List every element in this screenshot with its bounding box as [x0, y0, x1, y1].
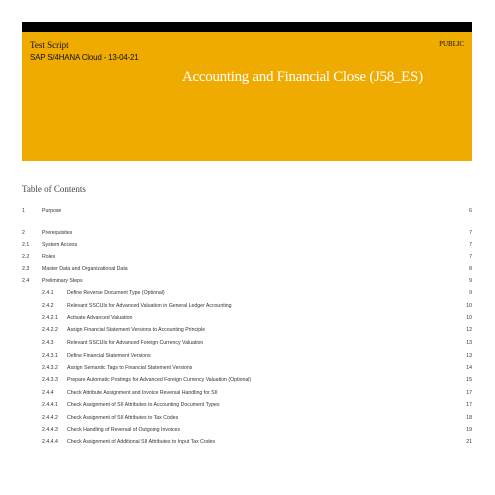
toc-entry-page: 21 — [466, 439, 472, 445]
toc-entry-title: Relevant SSCUIs for Advanced Valuation in General Ledger Accounting — [67, 303, 232, 309]
toc-entry-number: 2.3 — [22, 266, 30, 272]
toc-entry-title: Define Reverse Document Type (Optional) — [67, 290, 165, 296]
toc-entry[interactable] — [22, 266, 472, 278]
toc-heading: Table of Contents — [22, 184, 86, 194]
toc-entry-number: 2.4.4 — [42, 390, 54, 396]
toc-entry[interactable] — [22, 365, 472, 377]
toc-entry-page: 12 — [466, 327, 472, 333]
toc-entry-number: 2.4 — [22, 278, 30, 284]
toc-entry-page: 7 — [469, 254, 472, 260]
toc-entry[interactable] — [22, 315, 472, 327]
toc-entry[interactable] — [22, 208, 472, 220]
toc-entry[interactable] — [22, 377, 472, 389]
toc-entry-number: 2.4.4.2 — [42, 415, 58, 421]
toc-entry-title: Prerequisites — [42, 230, 73, 236]
toc-entry-page: 18 — [466, 415, 472, 421]
toc-entry[interactable] — [22, 340, 472, 352]
toc-entry-page: 10 — [466, 315, 472, 321]
toc-entry-title: Check Assignment of SII Attributes to Tax Codes — [67, 415, 179, 421]
toc-entry[interactable] — [22, 230, 472, 242]
toc-entry-number: 2.4.1 — [42, 290, 54, 296]
toc-entry-page: 9 — [469, 278, 472, 284]
header-black-bar — [22, 22, 472, 32]
toc-entry[interactable] — [22, 427, 472, 439]
toc-entry-number: 1 — [22, 208, 25, 214]
toc-entry-number: 2.4.3 — [42, 340, 54, 346]
toc-entry[interactable] — [22, 278, 472, 290]
toc-entry-title: Check Handling of Reversal of Outgoing Invoices — [67, 427, 181, 433]
toc-entry-page: 10 — [466, 303, 472, 309]
toc-entry[interactable] — [22, 390, 472, 402]
toc-entry-title: Activate Advanced Valuation — [67, 315, 133, 321]
toc-entry-number: 2.4.4.3 — [42, 427, 58, 433]
toc-entry[interactable] — [22, 303, 472, 315]
toc-entry-number: 2.4.2.2 — [42, 327, 58, 333]
toc-entry-page: 7 — [469, 242, 472, 248]
toc-entry-page: 15 — [466, 377, 472, 383]
toc-entry[interactable] — [22, 290, 472, 302]
toc-entry-page: 7 — [469, 230, 472, 236]
toc-entry-title: Assign Semantic Tags to Financial Statement Versions — [67, 365, 193, 371]
toc-entry-title: Master Data and Organizational Data — [42, 266, 128, 272]
toc-entry-number: 2.4.4.1 — [42, 402, 58, 408]
toc-entry-page: 8 — [469, 266, 472, 272]
toc-entry[interactable] — [22, 415, 472, 427]
toc-entry[interactable] — [22, 242, 472, 254]
toc-entry-page: 9 — [469, 290, 472, 296]
toc-entry[interactable] — [22, 327, 472, 339]
toc-entry-page: 19 — [466, 427, 472, 433]
toc-entry-title: Relevant SSCUIs for Advanced Foreign Currency Valuation — [67, 340, 204, 346]
toc-entry-number: 2.4.3.1 — [42, 353, 58, 359]
toc-entry-number: 2.4.3.3 — [42, 377, 58, 383]
script-label: Test Script — [30, 40, 69, 50]
toc-entry-title: Define Financial Statement Versions — [67, 353, 151, 359]
toc-entry[interactable] — [22, 402, 472, 414]
toc-entry-title: Roles — [42, 254, 56, 260]
toc-entry-number: 2.2 — [22, 254, 30, 260]
toc-entry[interactable] — [22, 353, 472, 365]
toc-entry-page: 17 — [466, 402, 472, 408]
toc-entry[interactable] — [22, 254, 472, 266]
toc-entry-page: 13 — [466, 353, 472, 359]
toc-entry-page: 14 — [466, 365, 472, 371]
toc-entry-number: 2 — [22, 230, 25, 236]
toc-entry-title: System Access — [42, 242, 78, 248]
title-banner — [22, 32, 472, 161]
toc-entry-title: Assign Financial Statement Versions to Accounting Principle — [67, 327, 206, 333]
toc-entry-number: 2.4.2 — [42, 303, 54, 309]
toc-entry[interactable] — [22, 439, 472, 451]
toc-entry-title: Check Attribute Assignment and Invoice Reversal Handling for SII — [67, 390, 218, 396]
toc-entry-page: 6 — [469, 208, 472, 214]
product-date: SAP S/4HANA Cloud - 13-04-21 — [30, 53, 139, 62]
toc-entry-title: Check Assignment of Additional SII Attributes to Input Tax Codes — [67, 439, 216, 445]
toc-entry-number: 2.4.2.1 — [42, 315, 58, 321]
toc-entry-page: 17 — [466, 390, 472, 396]
toc-entry-number: 2.4.3.2 — [42, 365, 58, 371]
toc-entry-number: 2.4.4.4 — [42, 439, 58, 445]
toc-entry-title: Prepare Automatic Postings for Advanced Foreign Currency Valuation (Optional) — [67, 377, 252, 383]
toc-entry-title: Preliminary Steps — [42, 278, 83, 284]
document-title: Accounting and Financial Close (J58_ES) — [182, 69, 423, 85]
classification-label: PUBLIC — [439, 40, 464, 48]
toc-entry-title: Check Assignment of SII Attributes to Accounting Document Types — [67, 402, 220, 408]
toc-entry-page: 13 — [466, 340, 472, 346]
toc-entry-title: Purpose — [42, 208, 62, 214]
toc-entry-number: 2.1 — [22, 242, 30, 248]
